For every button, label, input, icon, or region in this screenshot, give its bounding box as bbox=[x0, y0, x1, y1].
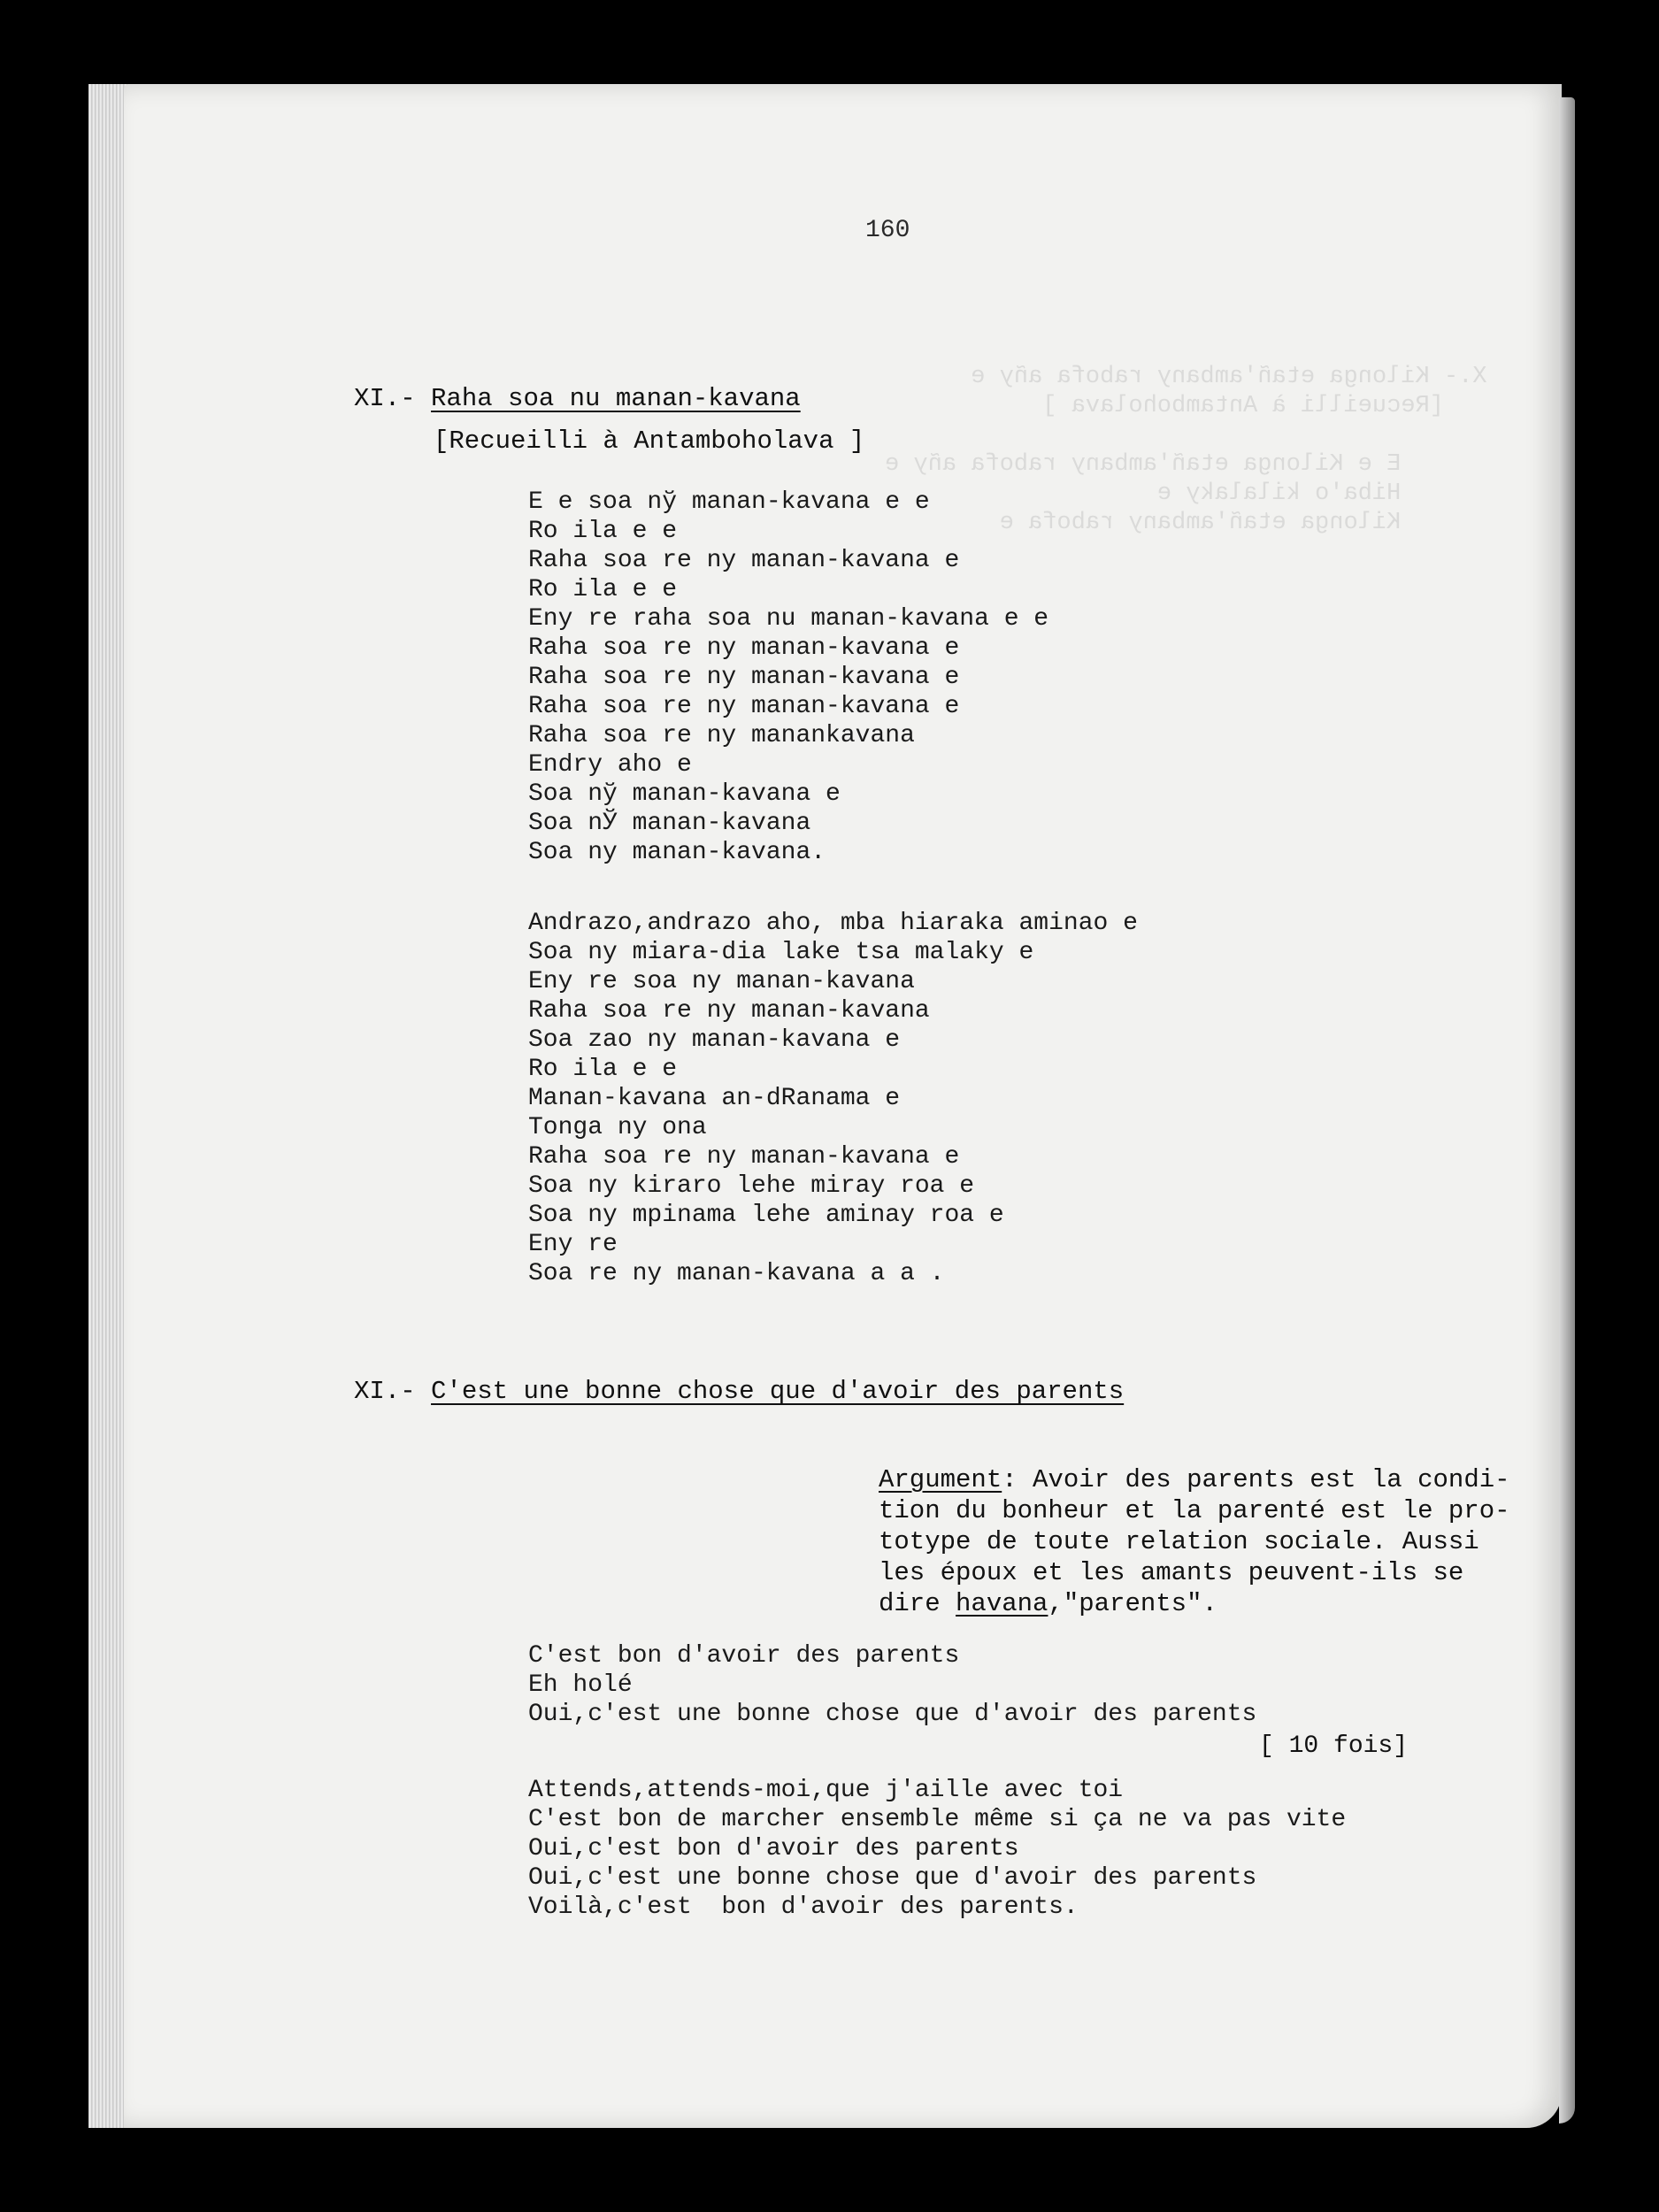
bleed-through-text: X.- Kilonga etañ'ambany rabofa añy e [Recueilli à Antamboholava ] E e Kilonga etañ'ambany rabofa añy e Hiba'o kilalaky e Kilonga etañ'ambany rabofa e bbox=[885, 364, 1487, 536]
stanza-2 bbox=[528, 909, 1138, 1288]
section-heading-1 bbox=[354, 384, 801, 413]
argument-label: Argument bbox=[879, 1465, 1002, 1494]
verse-line: Soa nЎ manan-kavana bbox=[528, 810, 811, 837]
verse-line: Raha soa re ny manan-kavana e bbox=[528, 547, 960, 574]
argument-line: : Avoir des parents est la condi- bbox=[1002, 1465, 1510, 1494]
verse-line: Eny re raha soa nu manan-kavana e e bbox=[528, 605, 1049, 633]
verse-line: E e soa nў manan-kavana e e bbox=[528, 488, 930, 516]
verse-line: Endry aho e bbox=[528, 751, 692, 779]
verse-line: Manan-kavana an-dRanama e bbox=[528, 1085, 901, 1112]
argument-line: dire bbox=[879, 1589, 956, 1618]
verse-line: Oui,c'est bon d'avoir des parents bbox=[528, 1835, 1019, 1863]
verse-line: Ro ila e e bbox=[528, 576, 678, 603]
collection-source: [Recueilli à Antamboholava ] bbox=[434, 426, 865, 456]
verse-line: Andrazo,andrazo aho, mba hiaraka aminao e bbox=[528, 910, 1138, 937]
verse-line: Attends,attends-moi,que j'aille avec toi bbox=[528, 1777, 1124, 1804]
verse-line: Eny re soa ny manan-kavana bbox=[528, 968, 915, 995]
verse-line: Soa nў manan-kavana e bbox=[528, 780, 841, 808]
verse-line: Oui,c'est une bonne chose que d'avoir des parents bbox=[528, 1864, 1257, 1892]
verse-line: Soa ny manan-kavana. bbox=[528, 839, 826, 866]
verse-line: Eh holé bbox=[528, 1671, 633, 1699]
section-title: C'est une bonne chose que d'avoir des parents bbox=[431, 1377, 1125, 1406]
argument-end: ,"parents". bbox=[1048, 1589, 1217, 1618]
verse-line: Raha soa re ny manan-kavana e bbox=[528, 693, 960, 720]
repeat-note: [ 10 fois] bbox=[1259, 1732, 1409, 1760]
verse-line: Voilà,c'est bon d'avoir des parents. bbox=[528, 1893, 1079, 1921]
argument-term: havana bbox=[956, 1589, 1048, 1618]
verse-line: C'est bon de marcher ensemble même si ça ne va pas vite bbox=[528, 1806, 1347, 1833]
stanza-3 bbox=[528, 1641, 1256, 1729]
argument-line: totype de toute relation sociale. Aussi bbox=[879, 1527, 1479, 1556]
verse-line: Soa ny kiraro lehe miray roa e bbox=[528, 1172, 975, 1200]
page-number: 160 bbox=[865, 217, 910, 244]
verse-line: Raha soa re ny manan-kavana e bbox=[528, 1143, 960, 1171]
stanza-1 bbox=[528, 488, 1048, 867]
verse-line: Raha soa re ny manan-kavana bbox=[528, 997, 930, 1025]
verse-line: Raha soa re ny manankavana bbox=[528, 722, 915, 749]
argument-line: les époux et les amants peuvent-ils se bbox=[879, 1558, 1464, 1587]
section-heading-2 bbox=[354, 1377, 1124, 1406]
verse-line: Oui,c'est une bonne chose que d'avoir des parents bbox=[528, 1701, 1257, 1728]
verse-line: Raha soa re ny manan-kavana e bbox=[528, 634, 960, 662]
stanza-4 bbox=[528, 1776, 1346, 1922]
section-number: XI.- bbox=[354, 1377, 416, 1406]
verse-line: C'est bon d'avoir des parents bbox=[528, 1642, 960, 1670]
section-number: XI.- bbox=[354, 384, 416, 413]
verse-line: Ro ila e e bbox=[528, 518, 678, 545]
argument-line: tion du bonheur et la parenté est le pro- bbox=[879, 1496, 1510, 1525]
verse-line: Soa ny miara-dia lake tsa malaky e bbox=[528, 939, 1034, 966]
page-curl-edge bbox=[1559, 97, 1575, 2124]
verse-line: Raha soa re ny manan-kavana e bbox=[528, 664, 960, 691]
verse-line: Soa zao ny manan-kavana e bbox=[528, 1026, 901, 1054]
verse-line: Tonga ny ona bbox=[528, 1114, 707, 1141]
section-title: Raha soa nu manan-kavana bbox=[431, 384, 801, 413]
verse-line: Soa re ny manan-kavana a a . bbox=[528, 1260, 945, 1287]
argument-block bbox=[879, 1464, 1525, 1619]
verse-line: Ro ila e e bbox=[528, 1056, 678, 1083]
verse-line: Eny re bbox=[528, 1231, 618, 1258]
verse-line: Soa ny mpinama lehe aminay roa e bbox=[528, 1202, 1004, 1229]
